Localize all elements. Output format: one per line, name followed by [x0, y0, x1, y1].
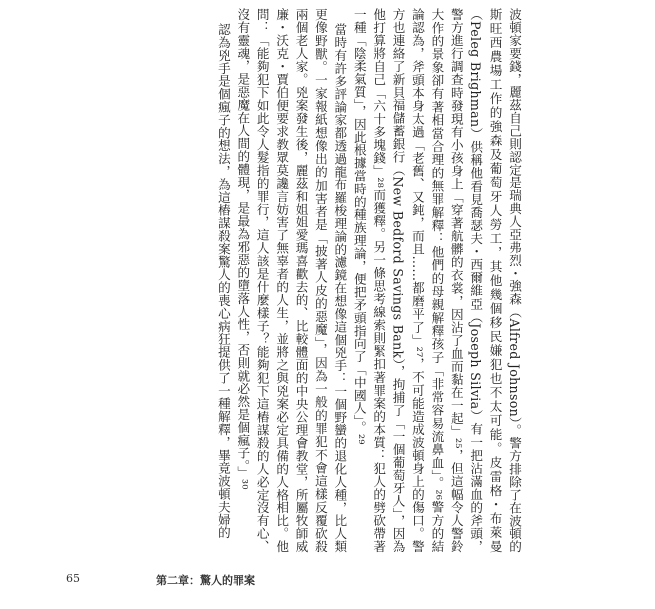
body-text	[154, 8, 524, 553]
chapter-title: 第二章：驚人的罪案	[156, 574, 255, 587]
paragraph: 波頓家要錢，麗茲自己則認定是瑞典人亞弗烈・強森（Alfred Johnson）。警方排除了在波頓的斯旺西農場工作的強森及葡萄牙人勞工，其他幾個移民嫌犯也不太可能。皮雷格・布萊曼（Peleg Brighman）供稱他看見喬瑟夫・西爾維亞（Joseph Silvia）有一把沾滿血的斧頭，警方進行調查時發現有小孩身上「穿著航髒的衣裳，因沾了血而黏在一起」²⁵，但這幅令人警鈴大作的景象卻有著相當合理的無罪解釋：他們的母親解釋孩子「非常容易流鼻血」。²⁶警方的結論認為，斧頭本身太過「老舊、又鈍，而且……都磨平了」²⁷，不可能造成波頓身上的傷口。警方也連絡了新貝福儲蓄銀行（New Bedford Savings Bank），拘捕了「一個葡萄牙人」，因為他打算將自己「六十多塊錢」²⁸而獲釋。另一條思考線索則緊扣著罪案的本質：犯人的劈砍帶著一種「陰柔氣質」，因此根據當時的種族理論，便把矛頭指向了「中國人」。²⁹	[351, 8, 522, 553]
paragraph: 當時有許多評論家都透過龍布羅梭理論的濾鏡在想像這個兇手：一個野蠻的退化人種，比人類更像野獸。一家報紙想像出的加害者是「披著人皮的惡魔」，因為一般的罪犯不會這樣反覆砍殺兩個老人家。兇案發生後，麗茲和姐姐愛瑪喜歡去的、比較體面的中央公理會教堂，所屬牧師威廉・沃克・賈伯便要求教眾莫讒言妨害了無辜者的人生，並將之與兇案必定具備的人格相比。他問：「能夠犯下如此令人髮指的罪行，這人該是什麼樣子？能夠犯下這樁謀殺的人必定沒有心、沒有靈魂，是惡魔在人間的體現，是最為邪惡的墮落人性，否則就必然是個瘋子。」³⁰	[235, 8, 348, 553]
page-number: 65	[66, 572, 80, 585]
page-footer	[66, 572, 366, 590]
paragraph: 認為兇手是個瘋子的想法，為這樁謀殺案驚人的喪心病狂提供了一種解釋，畢竟波頓夫婦的	[215, 23, 231, 540]
